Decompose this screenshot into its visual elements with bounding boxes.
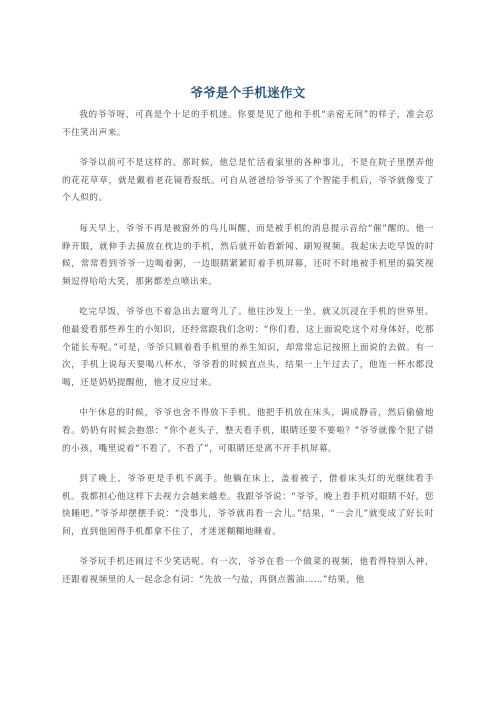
article-body bbox=[62, 107, 434, 603]
paragraph-funny-story: 爷爷玩手机还闹过不少笑话呢。有一次，爷爷在看一个做菜的视频，他看得特别入神，还跟着视频里的人一起念念有词：“先放一勺盐，再倒点酱油……”结果，他 bbox=[62, 557, 434, 586]
paragraph-evening: 到了晚上，爷爷更是手机不离手。他躺在床上，盖着被子，借着床头灯的光继续看手机。我都担心他这样下去视力会越来越差。我跟爷爷说：“爷爷，晚上看手机对眼睛不好，您快睡吧。”爷爷却摆摆手说：“没事儿，爷爷就再看一会儿。”结果，“一会儿”就变成了好长时间，直到他困得手机都拿不住了，才迷迷糊糊地睡着。 bbox=[62, 474, 434, 537]
paragraph-after-breakfast: 吃完早饭，爷爷也不着急出去遛弯儿了。他往沙发上一坐，就又沉浸在手机的世界里。他最爱看那些养生的小知识，还经常跟我们念叨：“你们看，这上面说吃这个对身体好，吃那个能长寿呢。”可是，爷爷只顾着看手机里的养生知识，却常常忘记按照上面说的去做。有一次，手机上说每天要喝八杯水，爷爷看的时候直点头，结果一上午过去了，他连一杯水都没喝，还是奶奶提醒他，他才反应过来。 bbox=[62, 307, 434, 388]
paragraph-before-phone: 爷爷以前可不是这样的。那时候，他总是忙活着家里的各种事儿，不是在院子里摆弄他的花花草草，就是戴着老花镜看报纸。可自从爸爸给爷爷买了个智能手机后，爷爷就像变了个人似的。 bbox=[62, 158, 434, 204]
paragraph-noon: 中午休息的时候，爷爷也舍不得放下手机。他把手机放在床头，调成静音，然后偷偷地看。奶奶有时候会抱怨：“你个老头子，整天看手机，眼睛还要不要啦？”爷爷就像个犯了错的小孩，嘴里说着“不看了，不看了”，可眼睛还是离不开手机屏幕。 bbox=[62, 408, 434, 454]
paragraph-intro: 我的爷爷呀，可真是个十足的手机迷。你要是见了他和手机“亲密无间”的样子，准会忍不住笑出声来。 bbox=[62, 110, 434, 138]
paragraph-morning: 每天早上，爷爷不再是被窗外的鸟儿叫醒，而是被手机的消息提示音给“催”醒的。他一睁开眼，就伸手去摸放在枕边的手机，然后就开始看新闻、刷短视频。我起床去吃早饭的时候，常常看到爷爷一边喝着粥，一边眼睛紧紧盯着手机屏幕，还时不时地被手机里的搞笑视频逗得哈哈大笑，那粥都差点喷出来。 bbox=[62, 223, 434, 287]
document-title: 爷爷是个手机迷作文 bbox=[190, 85, 306, 100]
